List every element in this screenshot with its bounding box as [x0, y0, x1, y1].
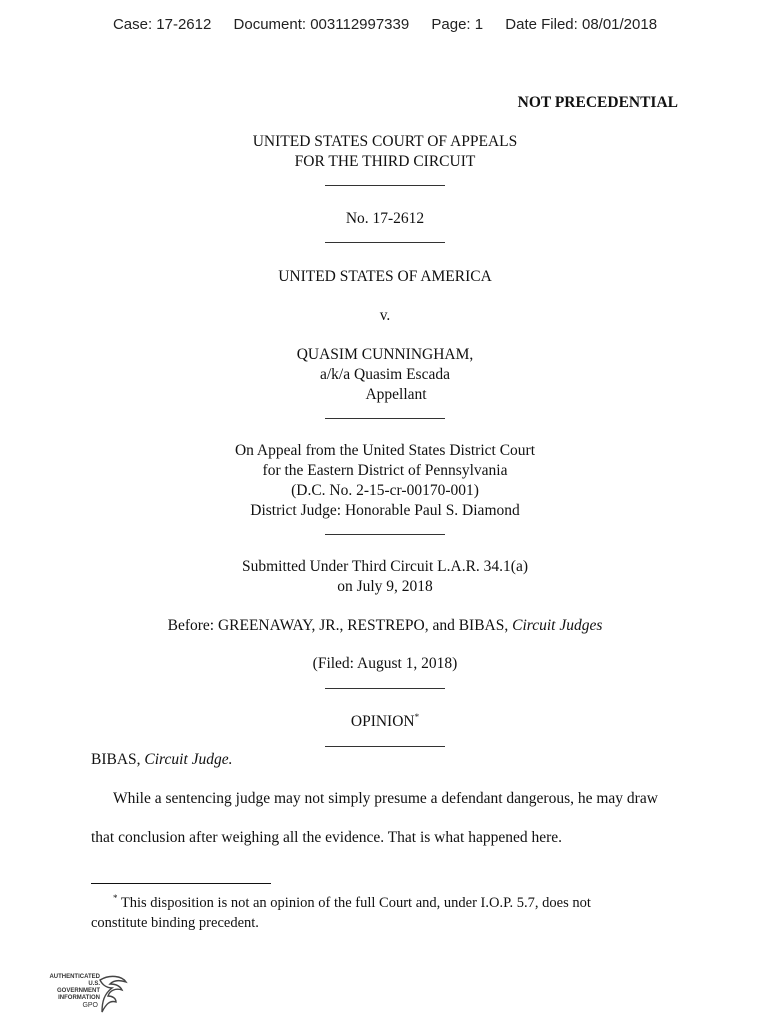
divider — [325, 746, 445, 747]
not-precedential-label: NOT PRECEDENTIAL — [517, 94, 678, 111]
defendant-aka: a/k/a Quasim Escada — [320, 366, 450, 383]
court-name — [0, 132, 770, 172]
footnote-divider — [91, 883, 271, 884]
seal-line-4: GPO — [82, 1002, 98, 1009]
footnote-line-2: constitute binding precedent. — [91, 915, 259, 931]
appeal-line-2: for the Eastern District of Pennsylvania — [262, 462, 508, 479]
document-number: Document: 003112997339 — [233, 16, 410, 33]
opinion-title: OPINION — [350, 713, 415, 730]
seal-line-2: U.S. GOVERNMENT — [56, 981, 100, 994]
versus: v. — [379, 307, 391, 324]
appeal-line-3: (D.C. No. 2-15-cr-00170-001) — [291, 482, 479, 499]
footnote-line-1 — [91, 893, 691, 913]
opinion-heading — [0, 712, 770, 732]
gpo-authentication-seal — [44, 974, 134, 1018]
case-number: Case: 17-2612 — [112, 16, 212, 33]
body-line-1: While a sentencing judge may not simply presume a defendant dangerous, he may draw — [113, 790, 658, 807]
submitted-line-1: Submitted Under Third Circuit L.A.R. 34.1(a) — [242, 558, 528, 575]
footnote — [91, 893, 691, 933]
panel-judges — [0, 616, 770, 636]
appeal-line-4: District Judge: Honorable Paul S. Diamond — [250, 502, 520, 519]
defendant-name: QUASIM CUNNINGHAM, — [296, 346, 474, 363]
panel-italic: Circuit Judges — [512, 617, 603, 634]
divider — [325, 242, 445, 243]
plaintiff: UNITED STATES OF AMERICA — [278, 268, 492, 285]
author-title: Circuit Judge. — [144, 751, 233, 768]
divider — [325, 688, 445, 689]
submitted-info — [0, 557, 770, 597]
body-line-2: that conclusion after weighing all the evidence. That is what happened here. — [91, 829, 563, 846]
court-line-1: UNITED STATES COURT OF APPEALS — [252, 133, 518, 150]
eagle-icon — [94, 974, 128, 1014]
panel-text: Before: GREENAWAY, JR., RESTREPO, and BIBAS, — [167, 617, 513, 634]
footnote-text-1: This disposition is not an opinion of the full Court and, under I.O.P. 5.7, does not — [117, 895, 591, 911]
submitted-line-2: on July 9, 2018 — [337, 578, 433, 595]
filed-date: (Filed: August 1, 2018) — [312, 655, 458, 672]
page-number: Page: 1 — [431, 16, 484, 33]
court-line-2: FOR THE THIRD CIRCUIT — [294, 153, 476, 170]
divider — [325, 418, 445, 419]
opinion-footnote-marker: * — [414, 711, 420, 722]
defendant — [0, 345, 770, 405]
seal-line-1: AUTHENTICATED — [49, 974, 100, 980]
footnote-marker: * — [113, 893, 118, 904]
author-name: BIBAS, — [91, 751, 145, 768]
appeal-line-1: On Appeal from the United States District Court — [234, 442, 536, 459]
case-no: No. 17-2612 — [345, 210, 425, 227]
date-filed: Date Filed: 08/01/2018 — [505, 16, 658, 33]
seal-line-3: INFORMATION — [58, 995, 100, 1001]
defendant-role: Appellant — [365, 386, 427, 403]
divider — [325, 185, 445, 186]
appeal-info — [0, 441, 770, 521]
author-line — [91, 751, 233, 769]
page-header — [0, 16, 770, 33]
divider — [325, 534, 445, 535]
